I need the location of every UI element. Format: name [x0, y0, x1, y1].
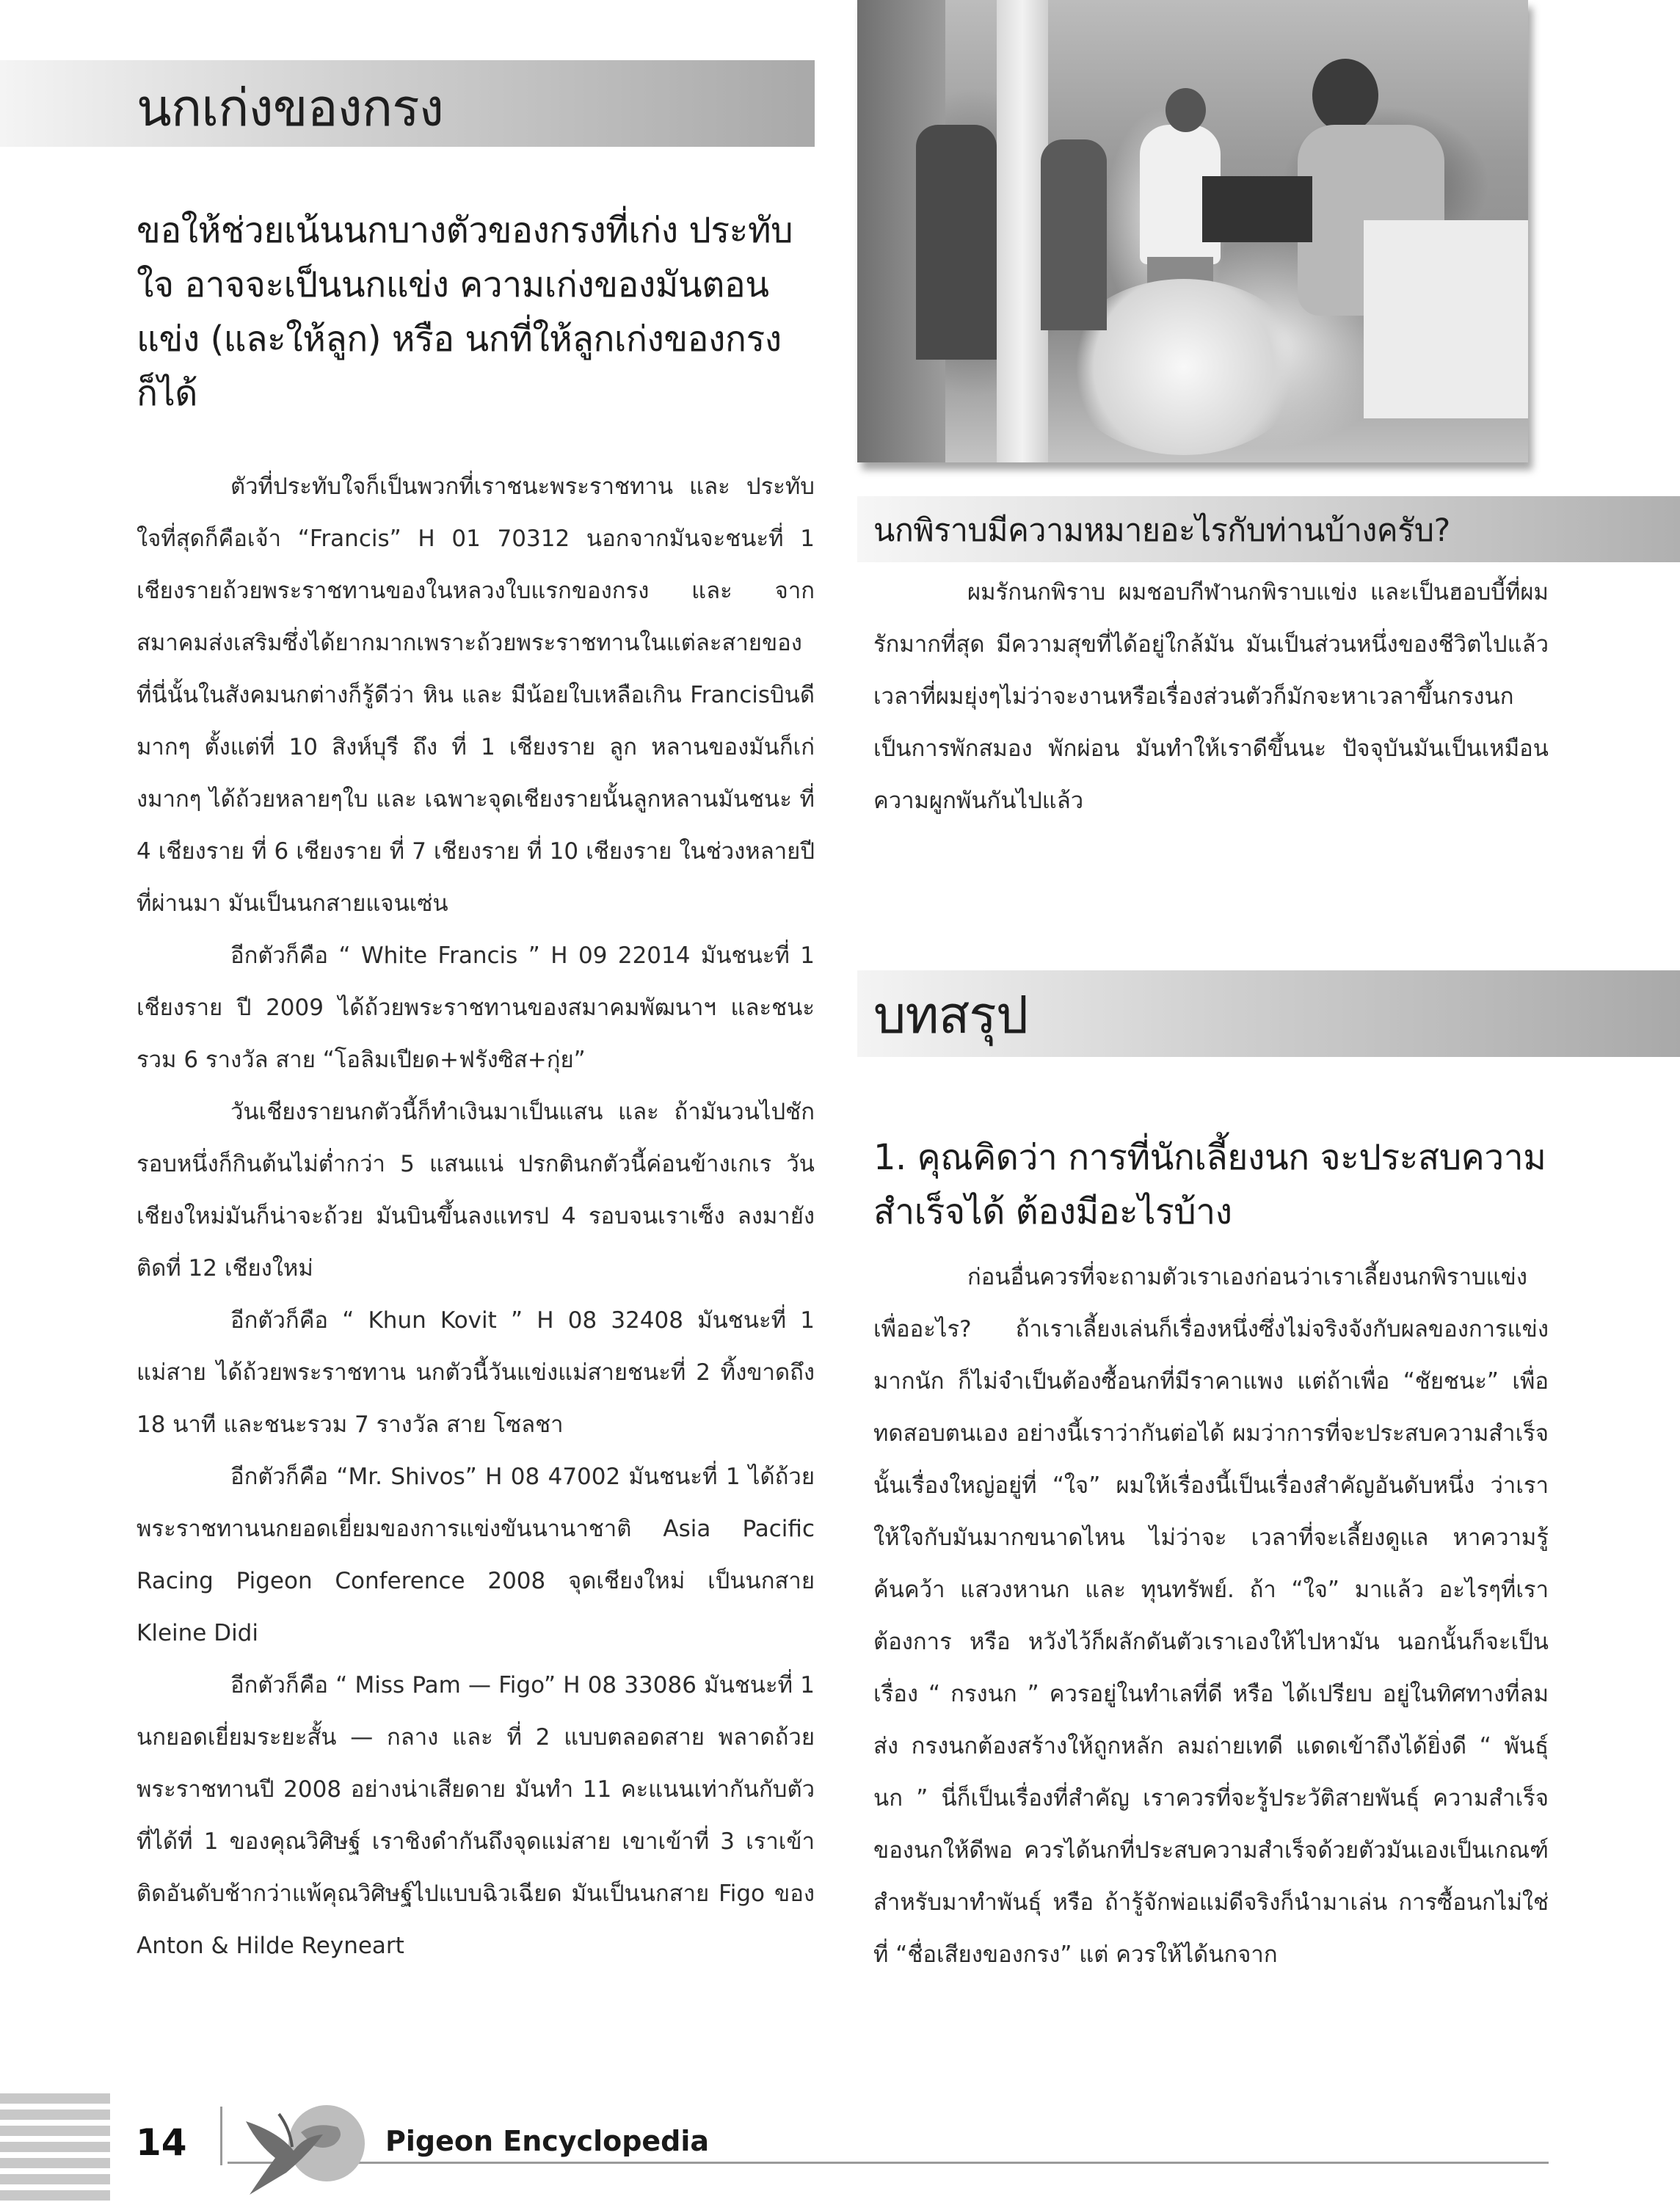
pigeon-globe-logo-icon: [235, 2092, 382, 2202]
question-paragraph: ผมรักนกพิราบ ผมชอบกีฬานกพิราบแข่ง และเป็นฮอบบี้ที่ผมรักมากที่สุด มีความสุขที่ได้อยู่ใกล้มัน มันเป็นส่วนหนึ่งของชีวิตไปแล้ว เวลาที่ผมยุ่งๆไม่ว่าจะงานหรือเรื่องส่วนตัวก็มักจะหาเวลาขึ้นกรงนก เป็นการพักสมอง พักผ่อน มันทำให้เราดีขึ้นนะ ปัจจุบันมันเป็นเหมือนความผูกพันกันไปแล้ว: [873, 579, 1549, 814]
conclusion-paragraph: ก่อนอื่นควรที่จะถามตัวเราเองก่อนว่าเราเลี้ยงนกพิราบแข่งเพื่ออะไร? ถ้าเราเลี้ยงเล่นก็เรื่องหนึ่งซึ่งไม่จริงจังกับผลของการแข่งมากนัก ก็ไม่จำเป็นต้องซื้อนกที่มีราคาแพง แต่ถ้าเพื่อ “ชัยชนะ” เพื่อทดสอบตนเอง อย่างนี้เราว่ากันต่อได้ ผมว่าการที่จะประสบความสำเร็จนั้นเรื่องใหญ่อยู่ที่ “ใจ” ผมให้เรื่องนี้เป็นเรื่องสำคัญอันดับหนึ่ง ว่าเราให้ใจกับมันมากขนาดไหน ไม่ว่าจะ เวลาที่จะเลี้ยงดูแล หาความรู้ ค้นคว้า แสวงหานก และ ทุนทรัพย์. ถ้า “ใจ” มาแล้ว อะไรๆที่เราต้องการ หรือ หวังไว้ก็ผลักดันตัวเราเองให้ไปหามัน นอกนั้นก็จะเป็นเรื่อง “ กรงนก ” ควรอยู่ในทำเลที่ดี หรือ ได้เปรียบ อยู่ในทิศทางที่ลมส่ง กรงนกต้องสร้างให้ถูกหลัก ลมถ่ายเทดี แดดเข้าถึงได้ยิ่งดี “ พันธุ์นก ” นี่ก็เป็นเรื่องที่สำคัญ เราควรที่จะรู้ประวัติสายพันธุ์ ความสำเร็จของนกให้ดีพอ ควรได้นกที่ประสบความสำเร็จด้วยตัวมันเองเป็นเกณฑ์สำหรับมาทำพันธุ์ หรือ ถ้ารู้จักพ่อแม่ดีจริงก็นำมาเล่น การซื้อนกไม่ใช่ที่ “ชื่อเสียงของกรง” แต่ ควรให้ได้นกจาก: [873, 1264, 1549, 1968]
footer-rule: [228, 2162, 1549, 2164]
section-title-right: บทสรุป: [873, 985, 1028, 1045]
left-paragraph-6: อีกตัวก็คือ “ Miss Pam — Figo” H 08 33086 มันชนะที่ 1 นกยอดเยี่ยมระยะสั้น — กลาง และ ที่ 2 แบบตลอดสาย พลาดถ้วยพระราชทานปี 2008 อย่างน่าเสียดาย มันทำ 11 คะแนนเท่ากันกับตัวที่ได้ที่ 1 ของคุณวิศิษฐ์ เราชิงดำกันถึงจุดแม่สาย เขาเข้าที่ 3 เราเข้าติดอันดับช้ากว่าแพ้คุณวิศิษฐ์ไปแบบฉิวเฉียด มันเป็นนกสาย Figo ของ Anton & Hilde Reyneart: [137, 1672, 815, 1959]
left-paragraph-1: ตัวที่ประทับใจก็เป็นพวกที่เราชนะพระราชทาน และ ประทับใจที่สุดก็คือเจ้า “Francis” H 01 70312 นอกจากมันจะชนะที่ 1 เชียงรายถ้วยพระราชทานของในหลวงใบแรกของกรง และ จากสมาคมส่งเสริมซึ่งได้ยากมากเพราะถ้วยพระราชทานในแต่ละสายของที่นี่นั้นในสังคมนกต่างก็รู้ดีว่า หิน และ มีน้อยใบเหลือเกิน Francisบินดีมากๆ ตั้งแต่ที่ 10 สิงห์บุรี ถึง ที่ 1 เชียงราย ลูก หลานของมันก็เก่งมากๆ ได้ถ้วยหลายๆใบ และ เฉพาะจุดเชียงรายนั้นลูกหลานมันชนะ ที่ 4 เชียงราย ที่ 6 เชียงราย ที่ 7 เชียงราย ที่ 10 เชียงราย ในช่วงหลายปีที่ผ่านมา มันเป็นนกสายแจนเซ่น: [137, 473, 815, 917]
question-body: [873, 567, 1549, 827]
magazine-title: Pigeon Encyclopedia: [385, 2125, 710, 2157]
conclusion-heading: 1. คุณคิดว่า การที่นักเลี้ยงนก จะประสบความสำเร็จได้ ต้องมีอะไรบ้าง: [873, 1137, 1546, 1232]
ceremony-photo: [857, 0, 1528, 462]
conclusion-body: [873, 1251, 1549, 1981]
left-paragraph-3: วันเชียงรายนกตัวนี้ก็ทำเงินมาเป็นแสน และ ถ้ามันวนไปชักรอบหนึ่งก็กินต้นไม่ต่ำกว่า 5 แสนแน่ ปรกตินกตัวนี้ค่อนข้างเกเร วันเชียงใหม่มันก็น่าจะถ้วย มันบินขึ้นลงแทรป 4 รอบจนเราเซ็ง ลงมายังติดที่ 12 เชียงใหม่: [137, 1099, 815, 1282]
left-paragraph-2: อีกตัวก็คือ “ White Francis ” H 09 22014 มันชนะที่ 1 เชียงราย ปี 2009 ได้ถ้วยพระราชทานของสมาคมพัฒนาฯ และชนะรวม 6 รางวัล สาย “โอลิมเปียด+ฟรังซิส+กุ่ย”: [137, 942, 815, 1073]
left-paragraph-4: อีกตัวก็คือ “ Khun Kovit ” H 08 32408 มันชนะที่ 1 แม่สาย ได้ถ้วยพระราชทาน นกตัวนี้วันแข่งแม่สายชนะที่ 2 ทิ้งขาดถึง 18 นาที และชนะรวม 7 รางวัล สาย โซลชา: [137, 1307, 815, 1438]
left-heading: ขอให้ช่วยเน้นนกบางตัวของกรงที่เก่ง ประทับใจ อาจจะเป็นนกแข่ง ความเก่งของมันตอนแข่ง (และให้ลูก) หรือ นกที่ให้ลูกเก่งของกรงก็ได้: [137, 210, 793, 414]
page-number: 14: [136, 2121, 187, 2164]
left-paragraph-5: อีกตัวก็คือ “Mr. Shivos” H 08 47002 มันชนะที่ 1 ได้ถ้วยพระราชทานนกยอดเยี่ยมของการแข่งขันนานาชาติ Asia Pacific Racing Pigeon Conference 2008 จุดเชียงใหม่ เป็นนกสาย Kleine Didi: [137, 1464, 815, 1646]
left-body: [137, 461, 815, 1972]
section-title-left: นกเก่งของกรง: [137, 78, 443, 138]
question-title: นกพิราบมีความหมายอะไรกับท่านบ้างครับ?: [873, 512, 1450, 549]
footer-divider: [220, 2107, 222, 2165]
footer-stripes: [0, 2093, 110, 2202]
